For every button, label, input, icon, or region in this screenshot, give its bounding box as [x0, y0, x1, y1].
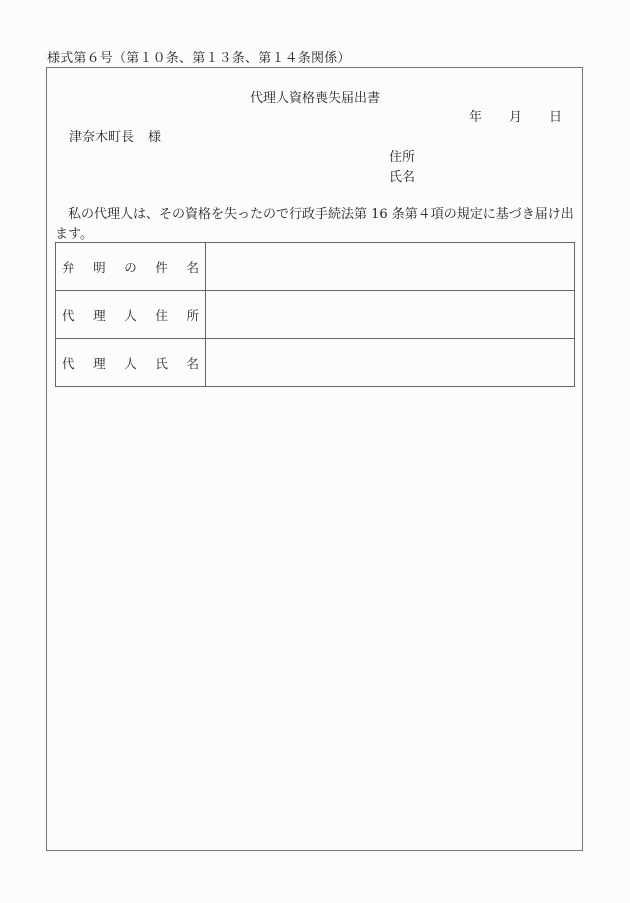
agent-address-field[interactable]	[206, 291, 575, 339]
table-row	[56, 291, 575, 339]
row-label-agent-address: 代 理 人 住 所	[56, 291, 206, 339]
agent-name-field[interactable]	[206, 339, 575, 387]
table-row	[56, 243, 575, 291]
case-name-field[interactable]	[206, 243, 575, 291]
date-year[interactable]: 年	[469, 110, 483, 125]
body-text: 私の代理人は、その資格を失ったので行政手続法第 16 条第４項の規定に基づき届け出ます。	[55, 207, 574, 242]
applicant-name-label[interactable]: 氏名	[389, 170, 416, 185]
date-month[interactable]: 月	[509, 110, 523, 125]
row-label-agent-name: 代 理 人 氏 名	[56, 339, 206, 387]
addressee-honorific: 様	[148, 130, 162, 145]
form-id: 様式第６号（第１０条、第１３条、第１４条関係）	[47, 51, 351, 66]
row-label-case-name: 弁 明 の 件 名	[56, 243, 206, 291]
date-day[interactable]: 日	[549, 110, 563, 125]
addressee	[69, 126, 161, 145]
addressee-name: 津奈木町長	[69, 130, 135, 145]
document-title: 代理人資格喪失届出書	[250, 91, 381, 106]
applicant-address-label[interactable]: 住所	[389, 150, 416, 165]
info-table	[55, 242, 575, 387]
form-outer-box	[46, 67, 583, 851]
table-row	[56, 339, 575, 387]
